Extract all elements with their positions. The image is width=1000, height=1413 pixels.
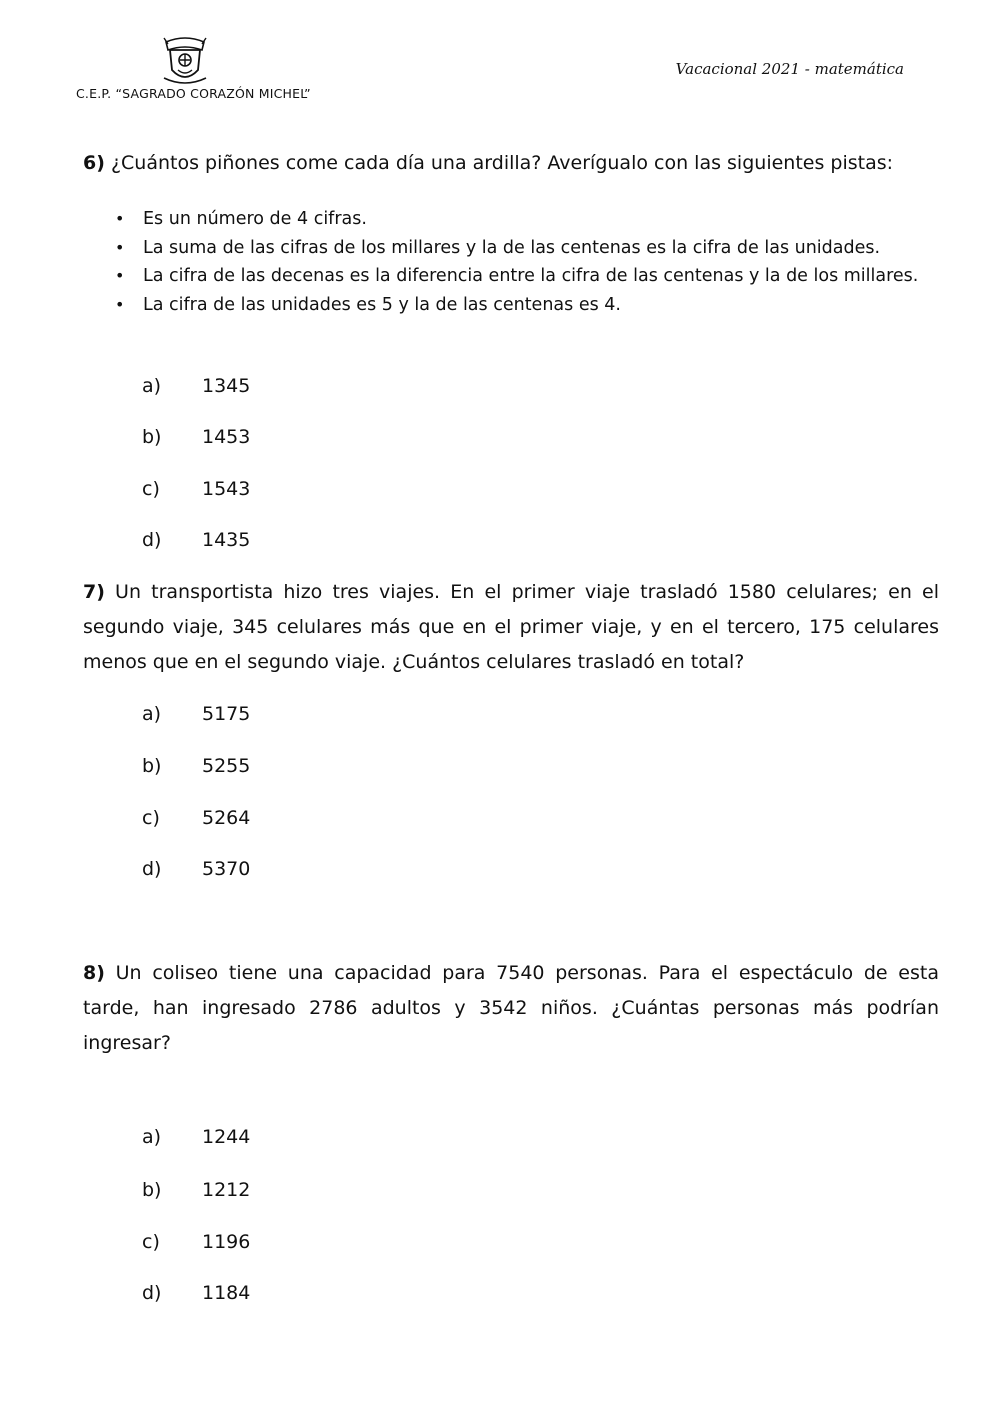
clue-item: • La cifra de las decenas es la diferencia entre la cifra de las centenas y la de los millares.	[115, 262, 939, 291]
q8-option-b[interactable]	[142, 1176, 250, 1204]
q7-option-a[interactable]	[142, 700, 250, 728]
q7-option-c[interactable]	[142, 804, 250, 832]
question-7-number: 7)	[83, 581, 105, 603]
option-letter: d)	[142, 858, 162, 880]
question-8	[83, 956, 939, 1061]
course-title: Vacacional 2021 - matemática	[675, 60, 904, 78]
q7-option-b[interactable]	[142, 752, 250, 780]
question-8-number: 8)	[83, 962, 105, 984]
option-letter: d)	[142, 1282, 162, 1304]
q6-option-c[interactable]	[142, 475, 250, 503]
option-value: 1244	[202, 1126, 251, 1148]
school-crest-logo	[160, 36, 210, 88]
q8-option-a[interactable]	[142, 1123, 250, 1151]
option-value: 1196	[202, 1231, 251, 1253]
option-letter: a)	[142, 375, 162, 397]
option-value: 1453	[202, 426, 251, 448]
option-letter: c)	[142, 807, 160, 829]
option-letter: b)	[142, 755, 162, 777]
q6-option-d[interactable]	[142, 526, 250, 554]
option-value: 5370	[202, 858, 251, 880]
question-6-text: ¿Cuántos piñones come cada día una ardilla? Averígualo con las siguientes pistas:	[104, 152, 894, 174]
option-letter: c)	[142, 1231, 160, 1253]
clue-item: • Es un número de 4 cifras.	[115, 205, 939, 234]
q7-option-d[interactable]	[142, 855, 250, 883]
option-value: 1543	[202, 478, 251, 500]
clue-item: • La suma de las cifras de los millares y la de las centenas es la cifra de las unidades.	[115, 234, 939, 263]
q6-option-b[interactable]	[142, 423, 250, 451]
option-letter: c)	[142, 478, 160, 500]
school-name: C.E.P. “SAGRADO CORAZÓN MICHEL”	[76, 86, 311, 101]
option-value: 1184	[202, 1282, 251, 1304]
question-7	[83, 575, 939, 680]
option-value: 1435	[202, 529, 251, 551]
question-6-number: 6)	[83, 152, 105, 174]
q6-option-a[interactable]	[142, 372, 250, 400]
question-7-text: Un transportista hizo tres viajes. En el primer viaje trasladó 1580 celulares; en el segundo viaje, 345 celulares más que en el primer viaje, y en el tercero, 175 celulares menos que en el segundo viaje. ¿Cuántos celulares trasladó en total?	[83, 581, 939, 673]
question-6	[83, 148, 939, 178]
option-letter: b)	[142, 426, 162, 448]
q8-option-d[interactable]	[142, 1279, 250, 1307]
option-value: 1212	[202, 1179, 251, 1201]
option-letter: d)	[142, 529, 162, 551]
q8-option-c[interactable]	[142, 1228, 250, 1256]
question-6-clues	[115, 205, 939, 319]
question-8-text: Un coliseo tiene una capacidad para 7540 personas. Para el espectáculo de esta tarde, han ingresado 2786 adultos y 3542 niños. ¿Cuántas personas más podrían ingresar?	[83, 962, 939, 1054]
option-letter: a)	[142, 703, 162, 725]
option-value: 5175	[202, 703, 251, 725]
option-letter: a)	[142, 1126, 162, 1148]
option-value: 5255	[202, 755, 251, 777]
option-value: 5264	[202, 807, 251, 829]
option-value: 1345	[202, 375, 251, 397]
clue-item: • La cifra de las unidades es 5 y la de las centenas es 4.	[115, 291, 939, 320]
option-letter: b)	[142, 1179, 162, 1201]
